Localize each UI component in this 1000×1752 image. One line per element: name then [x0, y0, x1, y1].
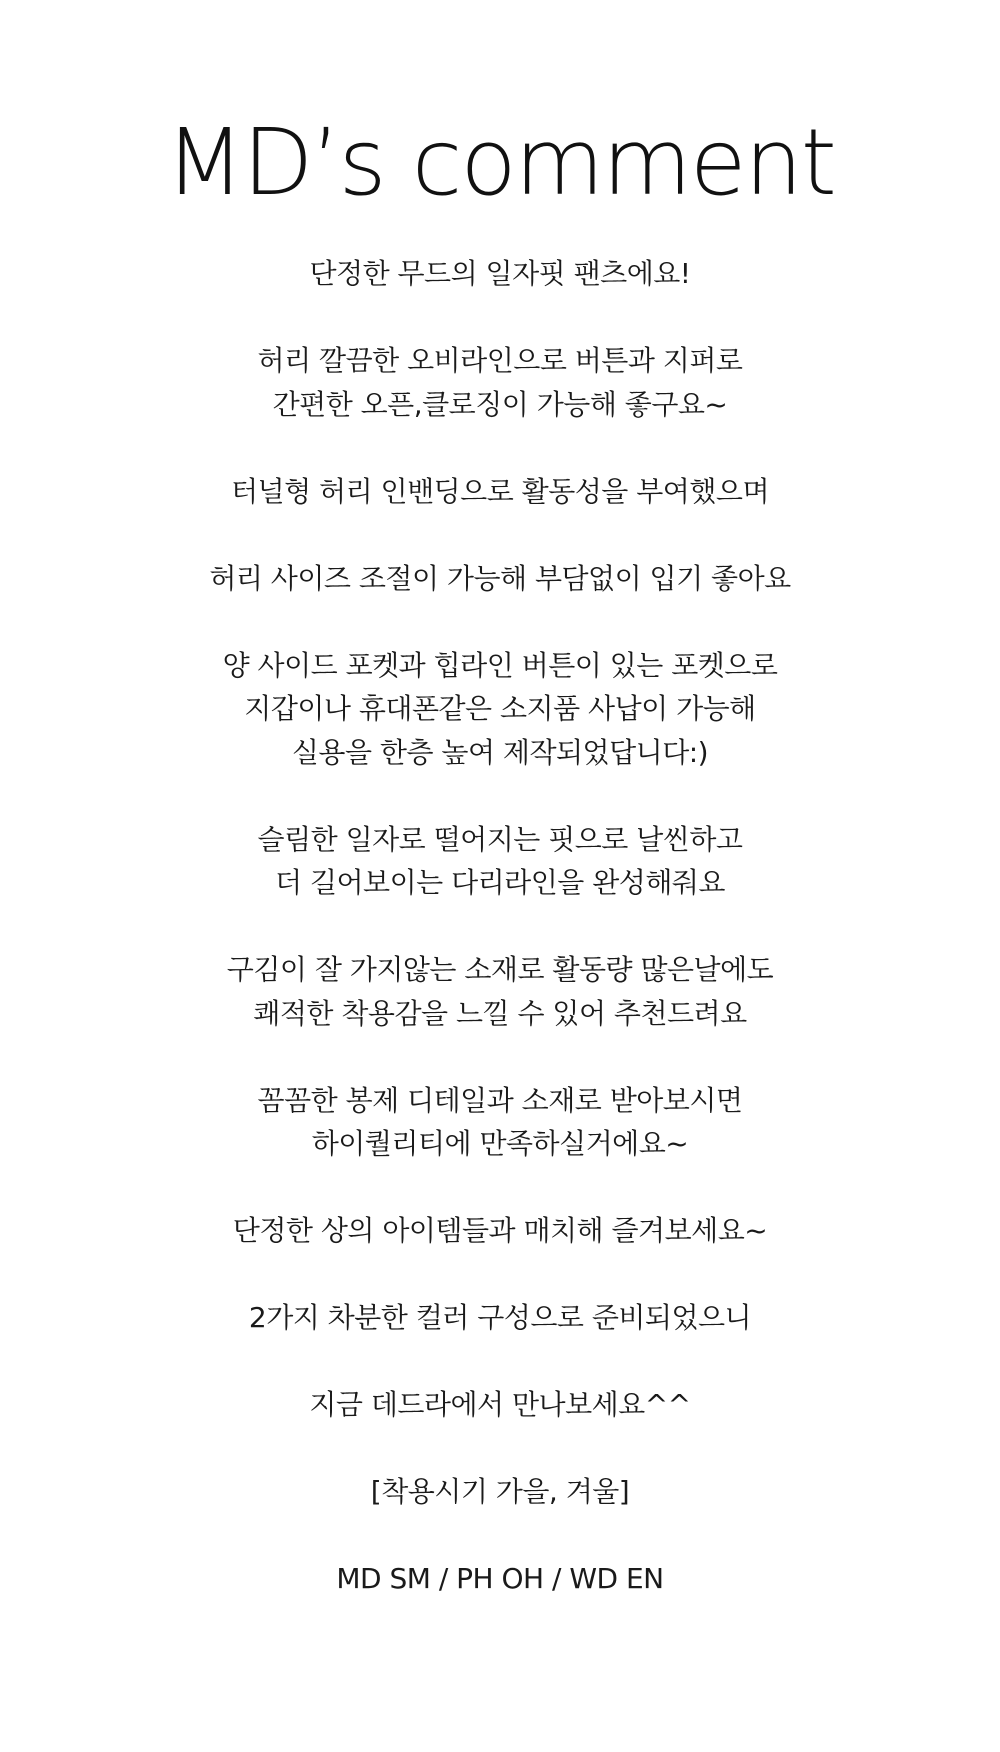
text-line: 허리 사이즈 조절이 가능해 부담없이 입기 좋아요 [209, 561, 791, 595]
comment-body [0, 252, 1000, 1601]
text-line: 단정한 상의 아이템들과 매치해 즐겨보세요~ [232, 1214, 768, 1247]
text-line: 허리 깔끔한 오비라인으로 버튼과 지퍼로 [257, 344, 743, 377]
paragraph-colors [0, 1296, 1000, 1340]
text-line: 하이퀄리티에 만족하실거에요~ [311, 1127, 689, 1160]
paragraph-pockets [0, 644, 1000, 775]
text-line: 간편한 오픈,클로징이 가능해 좋구요~ [272, 387, 728, 421]
text-line: 2가지 차분한 컬러 구성으로 준비되었으니 [248, 1301, 752, 1334]
paragraph-waist-closure [0, 339, 1000, 426]
text-line: 터널형 허리 인밴딩으로 활동성을 부여했으며 [230, 474, 770, 508]
text-line: [착용시기 가을, 겨울] [370, 1475, 630, 1508]
paragraph-size-adjust [0, 557, 1000, 601]
text-line: 슬림한 일자로 떨어지는 핏으로 날씬하고 [257, 822, 743, 856]
text-line: 꼼꼼한 봉제 디테일과 소재로 받아보시면 [257, 1083, 743, 1117]
text-line: 지갑이나 휴대폰같은 소지품 사납이 가능해 [244, 692, 756, 725]
text-line: MD SM / PH OH / WD EN [336, 1562, 664, 1595]
text-line: 양 사이드 포켓과 힙라인 버튼이 있는 포켓으로 [222, 648, 778, 682]
paragraph-quality [0, 1079, 1000, 1166]
paragraph-call-to-action [0, 1383, 1000, 1427]
paragraph-credits [0, 1557, 1000, 1601]
text-line: 실용을 한층 높여 제작되었답니다:) [291, 735, 709, 769]
paragraph-banding [0, 470, 1000, 514]
paragraph-intro [0, 252, 1000, 296]
text-line: 구김이 잘 가지않는 소재로 활동량 많은날에도 [226, 953, 774, 986]
text-line: 더 길어보이는 다리라인을 완성해줘요 [275, 866, 725, 899]
paragraph-styling [0, 1209, 1000, 1253]
text-line: 쾌적한 착용감을 느낄 수 있어 추천드려요 [253, 996, 747, 1030]
page-title: MD’s comment [165, 109, 835, 216]
text-line: 단정한 무드의 일자핏 팬츠에요! [309, 257, 691, 290]
text-line: 지금 데드라에서 만나보세요^^ [309, 1388, 691, 1421]
paragraph-fabric [0, 948, 1000, 1035]
paragraph-season [0, 1470, 1000, 1514]
paragraph-fit [0, 818, 1000, 905]
